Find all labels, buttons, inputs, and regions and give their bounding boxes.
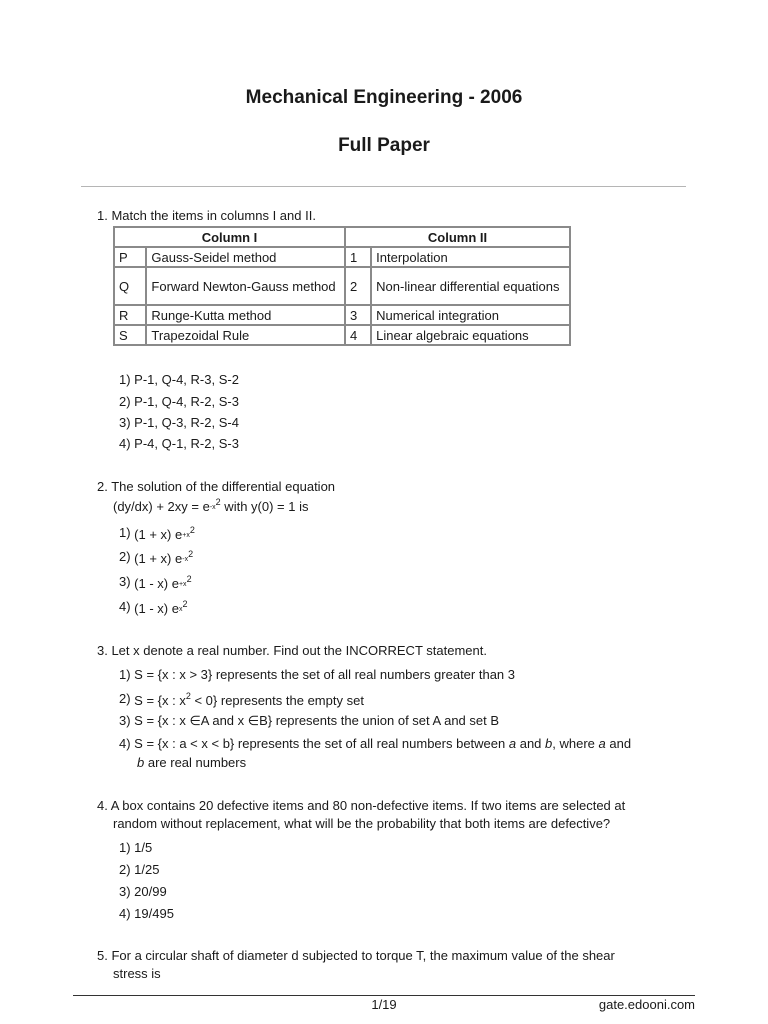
option-exponent: x [178, 606, 183, 613]
option-square: 2 [188, 549, 194, 559]
question-2-equation [113, 499, 308, 515]
question-1-option-2: 2) P-1, Q-4, R-2, S-3 [119, 394, 239, 409]
row-number: 3 [345, 305, 371, 325]
question-4-option-4: 4) 19/495 [119, 906, 174, 921]
question-2-option-2 [119, 549, 193, 567]
option-exponent: +x [178, 581, 187, 588]
page-title: Mechanical Engineering - 2006 [245, 87, 523, 108]
question-4-option-3: 3) 20/99 [119, 884, 167, 899]
variable-a: a [598, 736, 606, 751]
option-text-a: 4) S = {x : a < x < b} represents the set of all real numbers between [119, 736, 509, 751]
header-divider [81, 186, 686, 187]
question-3-option-1: 1) S = {x : x > 3} represents the set of all real numbers greater than 3 [119, 667, 515, 682]
question-3-option-4 [119, 736, 631, 752]
option-base: (1 - x) e [130, 601, 179, 616]
option-exponent: +x [182, 532, 190, 539]
option-and: and [516, 736, 546, 751]
row-use: Linear algebraic equations [371, 325, 570, 345]
table-row [114, 267, 570, 305]
option-number: 2) [119, 691, 131, 706]
option-exponent: -x [182, 556, 189, 563]
question-2-text: 2. The solution of the differential equation [97, 479, 336, 494]
question-1-text: 1. Match the items in columns I and II. [97, 208, 316, 223]
question-3-option-4-cont [137, 755, 246, 771]
question-4-text: 4. A box contains 20 defective items and 80 non-defective items. If two items are selected at [97, 798, 626, 813]
row-key: Q [114, 267, 146, 305]
option-number: 1) [119, 525, 131, 540]
option-square: 2 [189, 525, 195, 535]
question-5-text-cont: stress is [113, 966, 161, 981]
equation-exponent: -x [209, 504, 216, 511]
question-4-option-2: 2) 1/25 [119, 862, 160, 877]
page-number: 1/19 [371, 997, 397, 1012]
equation-condition: with y(0) = 1 is [220, 499, 309, 514]
option-square: 2 [182, 599, 188, 609]
equation-square: 2 [215, 497, 221, 507]
question-3-text: 3. Let x denote a real number. Find out the INCORRECT statement. [97, 643, 487, 658]
question-1-option-4: 4) P-4, Q-1, R-2, S-3 [119, 436, 239, 451]
question-5-text: 5. For a circular shaft of diameter d subjected to torque T, the maximum value of the shear [97, 948, 615, 963]
table-row [114, 305, 570, 325]
option-base: (1 - x) e [130, 576, 179, 591]
option-base: (1 + x) e [130, 527, 183, 542]
row-method: Forward Newton-Gauss method [146, 267, 345, 305]
match-table [113, 226, 571, 346]
page-subtitle: Full Paper [338, 135, 430, 156]
row-key: S [114, 325, 146, 345]
site-link[interactable]: gate.edooni.com [598, 997, 695, 1012]
row-number: 1 [345, 247, 371, 267]
row-use: Interpolation [371, 247, 570, 267]
column-1-header: Column I [114, 227, 345, 247]
table-row [114, 247, 570, 267]
row-number: 2 [345, 267, 371, 305]
row-number: 4 [345, 325, 371, 345]
table-row [114, 325, 570, 345]
option-text-a: S = {x : x [130, 693, 186, 708]
option-text-end: are real numbers [144, 755, 247, 770]
row-method: Trapezoidal Rule [146, 325, 345, 345]
table-header-row [114, 227, 570, 247]
variable-b: b [137, 755, 145, 770]
row-key: R [114, 305, 146, 325]
column-2-header: Column II [345, 227, 570, 247]
option-square: 2 [185, 691, 191, 701]
option-square: 2 [186, 574, 192, 584]
row-method: Runge-Kutta method [146, 305, 345, 325]
question-3-option-3: 3) S = {x : x ∈A and x ∈B} represents the union of set A and set B [119, 713, 500, 728]
variable-b: b [545, 736, 553, 751]
row-method: Gauss-Seidel method [146, 247, 345, 267]
question-2-option-3 [119, 574, 192, 592]
row-key: P [114, 247, 146, 267]
question-2-option-4 [119, 599, 187, 617]
option-number: 2) [119, 549, 131, 564]
question-1-option-3: 3) P-1, Q-3, R-2, S-4 [119, 415, 239, 430]
option-number: 3) [119, 574, 131, 589]
question-1-option-1: 1) P-1, Q-4, R-3, S-2 [119, 372, 239, 387]
option-where: , where [552, 736, 599, 751]
row-use: Numerical integration [371, 305, 570, 325]
option-text-b: < 0} represents the empty set [190, 693, 364, 708]
question-3-option-2 [119, 691, 364, 709]
question-2-option-1 [119, 525, 195, 543]
variable-a: a [508, 736, 517, 751]
footer-divider [73, 995, 695, 996]
question-4-option-1: 1) 1/5 [119, 840, 153, 855]
option-and: and [605, 736, 632, 751]
option-base: (1 + x) e [130, 551, 183, 566]
row-use: Non-linear differential equations [371, 267, 570, 305]
question-4-text-cont: random without replacement, what will be the probability that both items are defective? [113, 816, 611, 831]
equation-lhs: (dy/dx) + 2xy = e [113, 499, 210, 514]
option-number: 4) [119, 599, 131, 614]
